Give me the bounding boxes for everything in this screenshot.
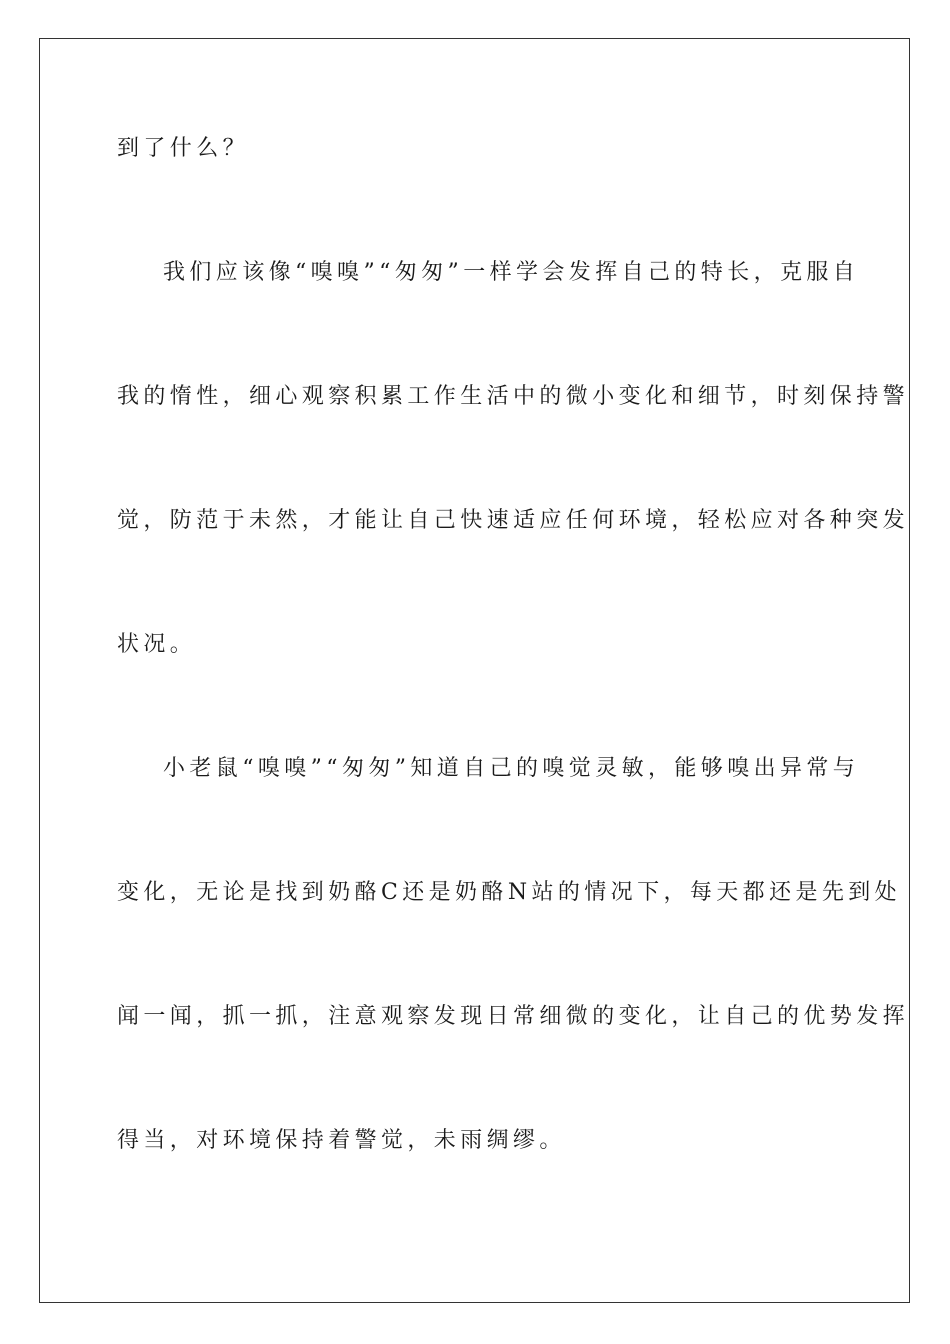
paragraph-1-line-2: 我的惰性，细心观察积累工作生活中的微小变化和细节，时刻保持警 [117,384,910,409]
paragraph-2-line-3: 闻一闻，抓一抓，注意观察发现日常细微的变化，让自己的优势发挥 [117,1004,910,1029]
page-border [39,38,910,1303]
paragraph-1-line-1: 我们应该像“嗅嗅”“匆匆”一样学会发挥自己的特长，克服自 [163,260,860,285]
paragraph-2-line-2: 变化，无论是找到奶酪C还是奶酪N站的情况下，每天都还是先到处 [117,880,902,905]
paragraph-2-line-1: 小老鼠“嗅嗅”“匆匆”知道自己的嗅觉灵敏，能够嗅出异常与 [163,756,860,781]
paragraph-2-line-4: 得当，对环境保持着警觉，未雨绸缪。 [117,1128,566,1153]
text-line-1: 到了什么？ [117,136,250,161]
paragraph-1-line-3: 觉，防范于未然，才能让自己快速适应任何环境，轻松应对各种突发 [117,508,910,533]
paragraph-1-line-4: 状况。 [117,632,197,657]
